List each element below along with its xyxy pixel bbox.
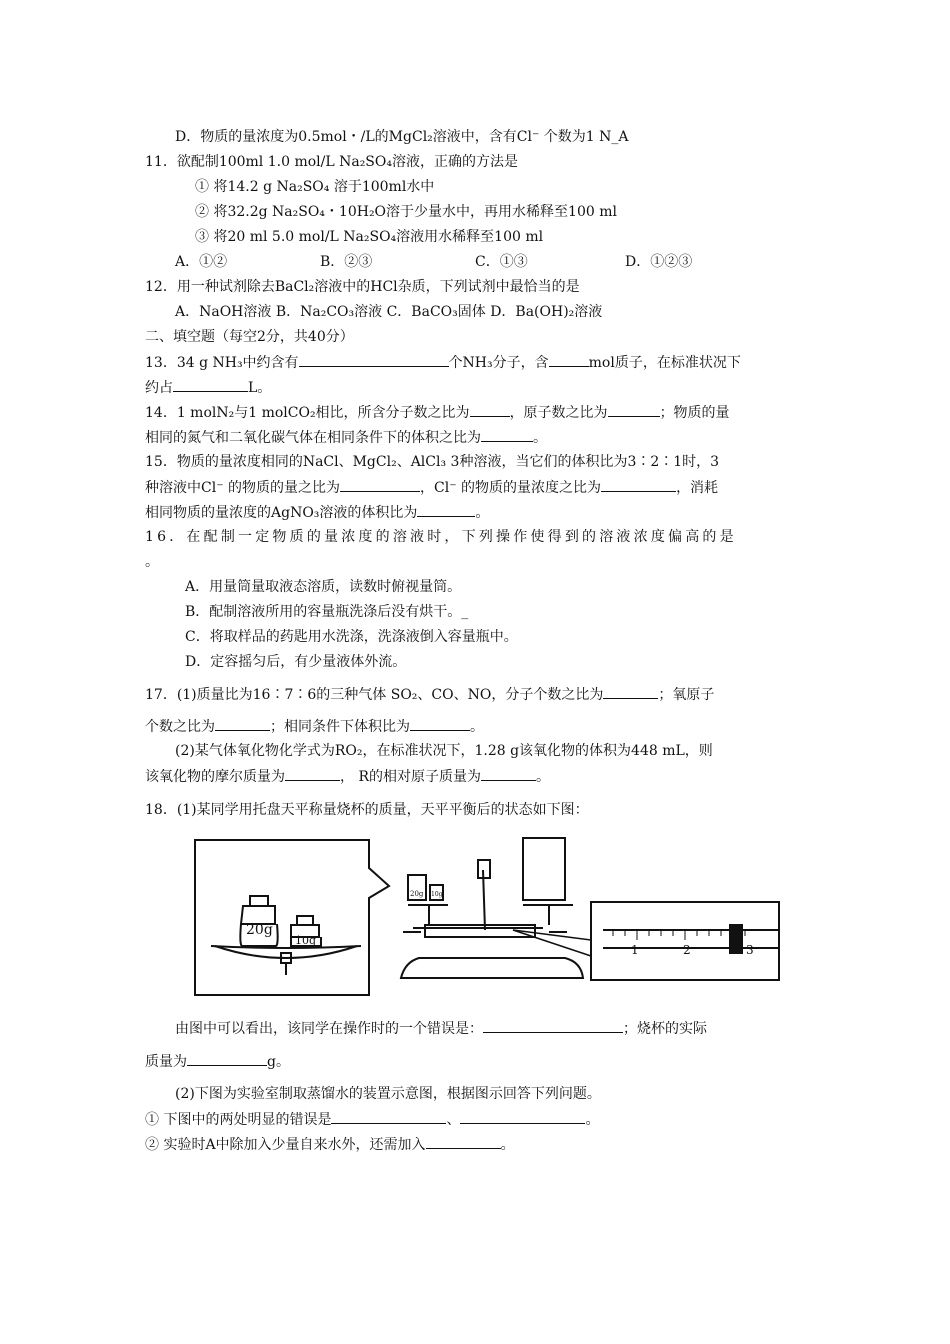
q11-option-c: C．①③ <box>475 254 528 270</box>
q18-text-h: 、 <box>446 1112 461 1128</box>
zoom-box-left <box>195 840 389 995</box>
q17-line-1 <box>145 685 714 704</box>
q18-line-f: (2)下图为实验室制取蒸馏水的装置示意图，根据图示回答下列问题。 <box>175 1086 601 1102</box>
q17-blank-1[interactable] <box>603 685 658 699</box>
q11-stem: 11．欲配制100ml 1.0 mol/L Na₂SO₄溶液，正确的方法是 <box>145 154 518 170</box>
small-weight-20g: 20g <box>410 890 424 898</box>
q16-stem-end: 。 <box>145 554 159 570</box>
q18-blank-4[interactable] <box>460 1110 585 1124</box>
rider-slider <box>729 924 743 954</box>
q18-text-g: ① 下图中的两处明显的错误是 <box>145 1112 332 1128</box>
q17-text-g: 该氧化物的摩尔质量为 <box>145 769 285 785</box>
q14-text-c: ；物质的量 <box>659 405 730 421</box>
q15-line-3 <box>145 503 489 522</box>
q18-line-g <box>145 1110 599 1129</box>
q18-blank-2[interactable] <box>187 1052 267 1066</box>
q17-blank-3[interactable] <box>410 717 470 731</box>
q15-text-b: 种溶液中Cl⁻ 的物质的量之比为 <box>145 480 341 496</box>
q14-blank-1[interactable] <box>470 403 510 417</box>
q16-option-b: B．配制溶液所用的容量瓶洗涤后没有烘干。_ <box>185 604 469 620</box>
q11-item-3: ③ 将20 ml 5.0 mol/L Na₂SO₄溶液用水稀释至100 ml <box>195 229 544 245</box>
q13-text-a: 13．34 g NH₃中约含有 <box>145 355 299 371</box>
q18-text-e: g。 <box>267 1054 290 1070</box>
q17-text-d: ；相同条件下体积比为 <box>270 719 410 735</box>
q13-blank-3[interactable] <box>173 378 248 392</box>
ruler-tick-3: 3 <box>746 943 754 957</box>
q18-text-d: 质量为 <box>145 1054 187 1070</box>
q14-blank-3[interactable] <box>481 428 533 442</box>
q13-blank-2[interactable] <box>549 353 589 367</box>
q14-text-b: ，原子数之比为 <box>509 405 608 421</box>
ruler-tick-2: 2 <box>683 943 691 957</box>
q15-text-c: ，Cl⁻ 的物质的量浓度之比为 <box>420 480 602 496</box>
q14-text-a: 14．1 molN₂与1 molCO₂相比，所含分子数之比为 <box>145 405 470 421</box>
q17-blank-4[interactable] <box>285 767 340 781</box>
q14-text-d: 相同的氮气和二氧化碳气体在相同条件下的体积之比为 <box>145 430 481 446</box>
q12-options: A．NaOH溶液 B．Na₂CO₃溶液 C．BaCO₃固体 D．Ba(OH)₂溶液 <box>175 304 603 320</box>
q10-option-d: D．物质的量浓度为0.5mol・/L的MgCl₂溶液中，含有Cl⁻ 个数为1 N_A <box>175 129 629 145</box>
q17-line-3: (2)某气体氧化物化学式为RO₂，在标准状况下，1.28 g该氧化物的体积为448 mL，则 <box>175 743 713 759</box>
q13-text-b: 个NH₃分子，含 <box>448 355 549 371</box>
q18-text-k: 。 <box>500 1137 515 1153</box>
q15-text-f: 。 <box>475 505 490 521</box>
q15-text-d: ，消耗 <box>676 480 719 496</box>
q13-line-2 <box>145 378 271 397</box>
q18-blank-1[interactable] <box>483 1019 623 1033</box>
q15-line-2 <box>145 478 718 497</box>
q13-text-e: L。 <box>248 380 272 396</box>
balance-base <box>401 958 583 978</box>
q16-option-c: C．将取样品的药匙用水洗涤，洗涤液倒入容量瓶中。 <box>185 629 518 645</box>
q11-option-b: B．②③ <box>320 254 373 270</box>
q18-blank-3[interactable] <box>331 1110 446 1124</box>
q11-item-2: ② 将32.2g Na₂SO₄・10H₂O溶于少量水中，再用水稀释至100 ml <box>195 204 617 220</box>
q13-blank-1[interactable] <box>299 353 449 367</box>
q17-text-h: ， R的相对原子质量为 <box>340 769 481 785</box>
q17-line-2 <box>145 717 484 736</box>
balance-figure <box>193 830 783 1002</box>
q12-stem: 12．用一种试剂除去BaCl₂溶液中的HCl杂质，下列试剂中最恰当的是 <box>145 279 580 295</box>
weight-10g-label: 10g <box>295 934 317 947</box>
q18-line-j <box>145 1135 515 1154</box>
q18-line-d <box>145 1052 290 1071</box>
weight-20g-label: 20g <box>246 922 273 938</box>
q18-text-b: 由图中可以看出，该同学在操作时的一个错误是： <box>175 1021 483 1037</box>
q18-blank-5[interactable] <box>426 1135 501 1149</box>
q14-text-e: 。 <box>533 430 547 446</box>
q11-option-a: A．①② <box>175 254 228 270</box>
q14-line-1 <box>145 403 730 422</box>
q15-text-e: 相同物质的量浓度的AgNO₃溶液的体积比为 <box>145 505 418 521</box>
q17-line-4 <box>145 767 550 786</box>
q14-blank-2[interactable] <box>608 403 660 417</box>
q17-text-i: 。 <box>536 769 550 785</box>
q18-line-b <box>175 1019 707 1038</box>
q17-text-b: ；氧原子 <box>658 687 715 703</box>
q13-line-1 <box>145 353 741 372</box>
q15-blank-2[interactable] <box>601 478 676 492</box>
q15-line-1: 15．物质的量浓度相同的NaCl、MgCl₂、AlCl₃ 3种溶液，当它们的体积比为3∶2∶1时，3 <box>145 454 720 470</box>
q13-text-d: 约占 <box>145 380 173 396</box>
section-2-title: 二、填空题（每空2分，共40分） <box>145 329 354 345</box>
zoom-box-ruler <box>591 902 779 980</box>
q18-text-i: 。 <box>585 1112 600 1128</box>
q11-option-d: D．①②③ <box>625 254 693 270</box>
q15-blank-3[interactable] <box>417 503 475 517</box>
q15-blank-1[interactable] <box>340 478 420 492</box>
q17-blank-5[interactable] <box>481 767 536 781</box>
q18-text-j: ② 实验时A中除加入少量自来水外，还需加入 <box>145 1137 426 1153</box>
q14-line-2 <box>145 428 547 447</box>
q18-text-c: ；烧杯的实际 <box>623 1021 707 1037</box>
q11-item-1: ① 将14.2 g Na₂SO₄ 溶于100ml水中 <box>195 179 435 195</box>
q17-text-e: 。 <box>470 719 484 735</box>
q13-text-c: mol质子，在标准状况下 <box>588 355 741 371</box>
q16-option-a: A．用量筒量取液态溶质，读数时俯视量筒。 <box>185 579 462 595</box>
small-weight-10g: 10g <box>431 891 443 898</box>
q17-blank-2[interactable] <box>215 717 270 731</box>
q16-stem: 16．在配制一定物质的量浓度的溶液时，下列操作使得到的溶液浓度偏高的是 <box>145 529 737 545</box>
ruler-tick-1: 1 <box>631 943 639 957</box>
q17-text-c: 个数之比为 <box>145 719 215 735</box>
q17-text-a: 17．(1)质量比为16∶7∶6的三种气体 SO₂、CO、NO，分子个数之比为 <box>145 687 604 703</box>
q18-stem: 18．(1)某同学用托盘天平称量烧杯的质量，天平平衡后的状态如下图： <box>145 802 589 818</box>
q16-option-d: D．定容摇匀后，有少量液体外流。 <box>185 654 407 670</box>
